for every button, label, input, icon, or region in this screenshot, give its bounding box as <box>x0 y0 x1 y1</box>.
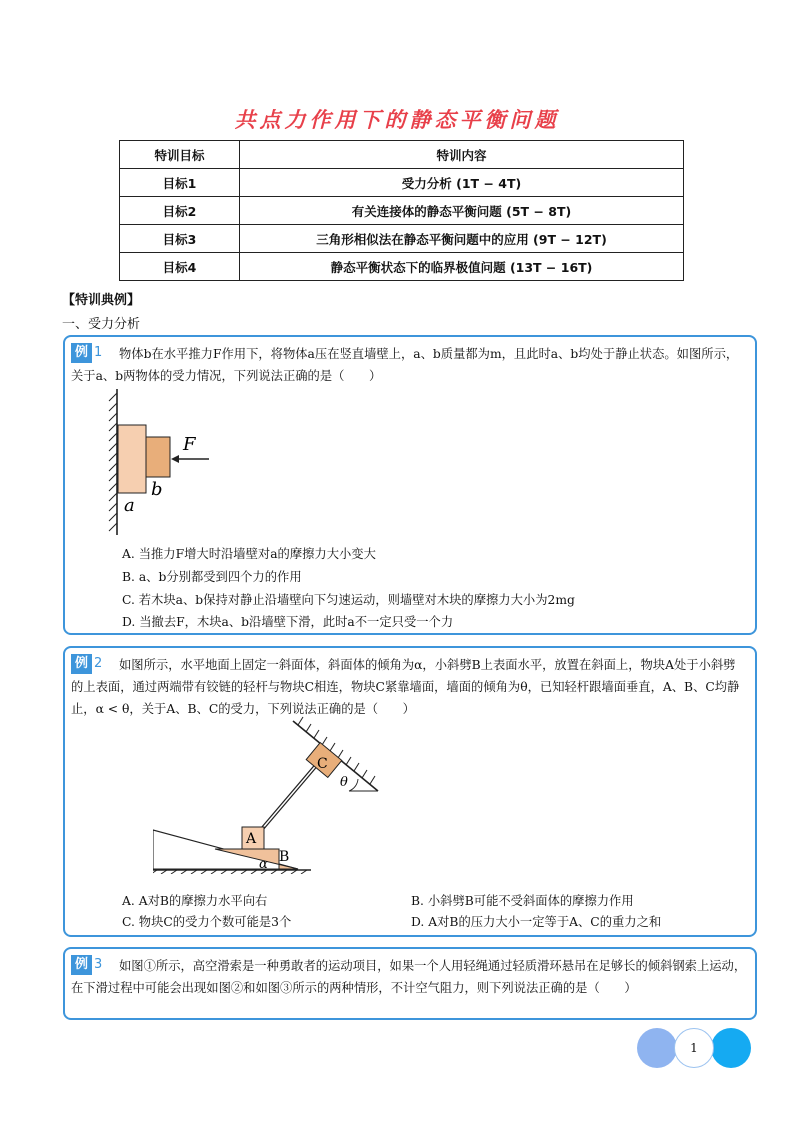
table-row <box>120 225 684 253</box>
page-title: 共点力作用下的静态平衡问题 <box>234 107 560 132</box>
section-heading: 【特训典例】 <box>62 293 141 308</box>
targets-table <box>119 140 684 281</box>
table-cell: 静态平衡状态下的临界极值问题 (13T − 16T) <box>240 253 684 281</box>
block-a-label: a <box>124 495 135 516</box>
wall-hatching <box>109 389 117 535</box>
option-d: D. 当撤去F，木块a、b沿墙壁下滑，此时a不一定只受一个力 <box>122 615 454 629</box>
page-number-badge <box>637 1028 751 1068</box>
force-label: F <box>183 434 196 455</box>
example-1-question: 物体b在水平推力F作用下，将物体a压在竖直墙壁上，a、b质量都为m，且此时a、b均处于静止状态。如图所示，关于a、b两物体的受力情况，下列说法正确的是（ ） <box>71 347 739 383</box>
block-a <box>118 425 146 493</box>
example-2-question: 如图所示，水平地面上固定一斜面体，斜面体的倾角为α，小斜劈B上表面水平，放置在斜面上，物块A处于小斜劈的上表面，通过两端带有铰链的轻杆与物块C相连，物块C紧靠墙面，墙面的倾角为θ，已知轻杆跟墙面垂直，A、B、C均静止，α < θ，关于A、B、C的受力，下列说法正确的是（ ） <box>71 658 740 716</box>
ground-hatching <box>153 870 311 874</box>
page-circle-right <box>711 1028 751 1068</box>
example-1-box <box>63 335 757 635</box>
option-d: D. A对B的压力大小一定等于A、C的重力之和 <box>411 915 662 929</box>
table-header-cell: 特训内容 <box>240 141 684 169</box>
block-b <box>146 437 170 477</box>
table-row <box>120 253 684 281</box>
theta-arc <box>349 779 358 791</box>
example-number: 2 <box>94 656 103 671</box>
theta-label: θ <box>340 775 348 790</box>
table-header-cell: 特训目标 <box>120 141 240 169</box>
example-tag: 例 <box>71 343 92 363</box>
subsection-heading: 一、受力分析 <box>62 317 141 332</box>
table-cell: 三角形相似法在静态平衡问题中的应用 (9T − 12T) <box>240 225 684 253</box>
option-b: B. 小斜劈B可能不受斜面体的摩擦力作用 <box>411 894 634 908</box>
page-number: 1 <box>674 1028 714 1068</box>
table-cell: 目标4 <box>120 253 240 281</box>
light-rod-inner <box>262 762 319 829</box>
table-cell: 有关连接体的静态平衡问题 (5T − 8T) <box>240 197 684 225</box>
option-c: C. 物块C的受力个数可能是3个 <box>122 915 292 929</box>
example-tag: 例 <box>71 654 92 674</box>
example-number: 1 <box>94 345 103 360</box>
table-cell: 目标3 <box>120 225 240 253</box>
example-2-box <box>63 646 757 937</box>
alpha-label: α <box>259 857 268 872</box>
page-circle-left <box>637 1028 677 1068</box>
block-b-label: B <box>279 849 290 865</box>
example-3-question: 如图①所示，高空滑索是一种勇敢者的运动项目，如果一个人用轻绳通过轻质滑环悬吊在足够长的倾斜钢索上运动，在下滑过程中可能会出现如图②和如图③所示的两种情形，不计空气阻力，则下列说法正确的是（ ） <box>71 959 747 995</box>
block-b-label: b <box>151 479 163 500</box>
table-cell: 受力分析 (1T − 4T) <box>240 169 684 197</box>
example-1-figure <box>95 389 255 539</box>
example-tag: 例 <box>71 955 92 975</box>
option-c: C. 若木块a、b保持对静止沿墙壁向下匀速运动，则墙壁对木块的摩擦力大小为2mg <box>122 593 575 607</box>
option-a: A. A对B的摩擦力水平向右 <box>122 894 268 908</box>
table-row <box>120 169 684 197</box>
table-row <box>120 197 684 225</box>
example-3-box <box>63 947 757 1020</box>
option-a: A. 当推力F增大时沿墙壁对a的摩擦力大小变大 <box>122 547 376 561</box>
arrow-head <box>171 455 179 463</box>
example-number: 3 <box>94 957 103 972</box>
option-b: B. a、b分别都受到四个力的作用 <box>122 570 302 584</box>
block-a-label: A <box>246 831 257 847</box>
table-header-row <box>120 141 684 169</box>
table-cell: 目标2 <box>120 197 240 225</box>
table-cell: 目标1 <box>120 169 240 197</box>
example-2-figure <box>153 716 393 874</box>
block-c-label: C <box>317 756 328 772</box>
